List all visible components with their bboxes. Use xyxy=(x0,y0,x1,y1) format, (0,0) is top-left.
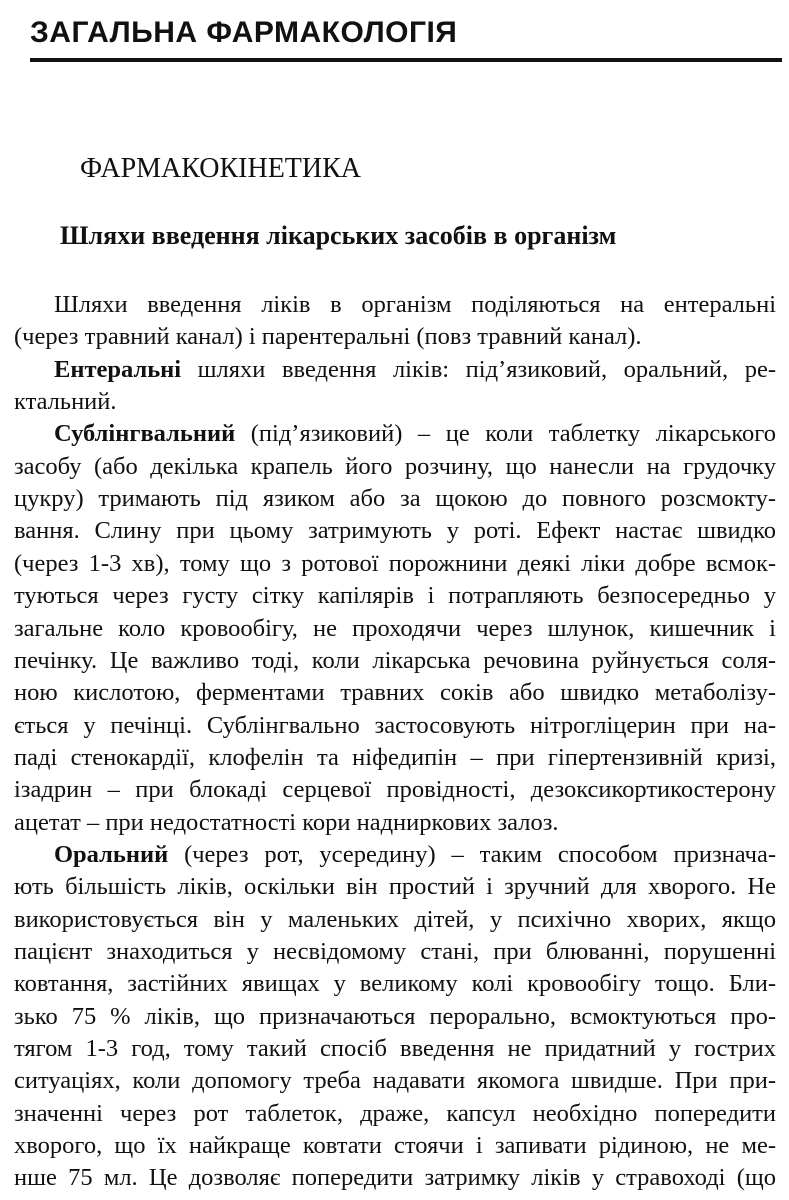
line-text: (через травний канал) і парентеральні (повз травний канал). xyxy=(14,323,642,351)
line-text: (через 1-3 хв), тому що з ротової порожнини деякі ліки добре всмок- xyxy=(14,549,776,577)
text-line xyxy=(54,839,776,871)
term-bold: Оральний xyxy=(54,840,169,868)
line-text: вання. Слину при цьому затримують у роті. Ефект настає швидко xyxy=(14,517,776,545)
text-line xyxy=(14,968,776,1000)
text-line xyxy=(14,483,776,515)
text-line xyxy=(14,548,776,580)
line-text: ізадрин – при блокаді серцевої провідності, дезоксикортикостерону xyxy=(14,776,776,804)
line-text: ється у печінці. Сублінгвально застосовують нітрогліцерин при на- xyxy=(14,711,776,739)
text-line xyxy=(14,1162,776,1194)
line-text: Шляхи введення ліків в організм поділяються на ентеральні xyxy=(54,291,776,318)
running-header xyxy=(30,14,782,62)
line-text: ють більшість ліків, оскільки він простий і зручний для хворого. Не xyxy=(14,873,776,901)
text-line xyxy=(14,1065,776,1097)
line-text: пацієнт знаходиться у несвідомому стані, при блюванні, порушенні xyxy=(14,938,776,965)
line-text: засобу (або декілька крапель його розчину, що нанесли на грудочку xyxy=(14,452,776,480)
text-line xyxy=(14,871,776,903)
line-text: шляхи введення ліків: під’язиковий, оральний, ре- xyxy=(181,355,776,383)
running-header-title: ЗАГАЛЬНА ФАРМАКОЛОГІЯ xyxy=(30,16,458,49)
line-text: туються через густу сітку капілярів і потрапляють безпосередньо у xyxy=(14,582,776,610)
line-text: ковтання, застійних явищах у великому колі кровообігу тощо. Бли- xyxy=(14,970,776,998)
subsection-title: Шляхи введення лікарських засобів в організм xyxy=(60,221,617,250)
section-title: ФАРМАКОКІНЕТИКА xyxy=(80,153,362,184)
term-bold: Сублінгвальний xyxy=(54,420,236,448)
text-line xyxy=(14,807,776,839)
text-line xyxy=(14,645,776,677)
text-line xyxy=(14,1130,776,1162)
line-text: (під’язиковий) – це коли таблетку лікарського xyxy=(235,420,776,448)
text-line xyxy=(14,936,776,968)
text-line xyxy=(14,710,776,742)
text-line xyxy=(14,904,776,936)
line-text: нше 75 мл. Це дозволяє попередити затримку ліків у стравоході (що xyxy=(14,1164,776,1192)
text-line xyxy=(54,289,776,321)
line-text: тягом 1-3 год, тому такий спосіб введення не придатний у гострих xyxy=(14,1035,776,1063)
text-line xyxy=(14,1001,776,1033)
line-text: ною кислотою, ферментами травних соків або швидко метаболізу- xyxy=(14,679,776,707)
text-line xyxy=(14,1098,776,1130)
text-line xyxy=(14,580,776,612)
text-line xyxy=(14,386,776,418)
text-line xyxy=(14,1033,776,1065)
line-text: загальне коло кровообігу, не проходячи через шлунок, кишечник і xyxy=(14,614,776,642)
text-line xyxy=(14,515,776,547)
line-text: (через рот, усередину) – таким способом признача- xyxy=(168,840,776,868)
text-line xyxy=(14,774,776,806)
line-text: ктальний. xyxy=(14,388,117,416)
text-line xyxy=(54,418,776,450)
text-line xyxy=(14,451,776,483)
line-text: цукру) тримають під язиком або за щокою до повного розсмокту- xyxy=(14,485,776,513)
line-text: зько 75 % ліків, що призначаються перорально, всмоктуються про- xyxy=(14,1002,776,1030)
text-line xyxy=(14,321,776,353)
line-text: значенні через рот таблеток, драже, капсул необхідно попередити xyxy=(14,1099,776,1127)
line-text: паді стенокардії, клофелін та ніфедипін – при гіпертензивній кризі, xyxy=(14,743,776,771)
text-line xyxy=(54,354,776,386)
line-text: використовується він у маленьких дітей, у психічно хворих, якщо xyxy=(14,905,776,933)
line-text: ацетат – при недостатності кори надниркових залоз. xyxy=(14,808,559,836)
term-bold: Ентеральні xyxy=(54,355,182,383)
text-line xyxy=(14,742,776,774)
line-text: ситуаціях, коли допомогу треба надавати якомога швидше. При при- xyxy=(14,1067,776,1095)
text-line xyxy=(14,677,776,709)
line-text: хворого, що їх найкраще ковтати стоячи і запивати рідиною, не ме- xyxy=(14,1132,776,1160)
text-line xyxy=(14,613,776,645)
line-text: печінку. Це важливо тоді, коли лікарська речовина руйнується соля- xyxy=(14,646,776,674)
